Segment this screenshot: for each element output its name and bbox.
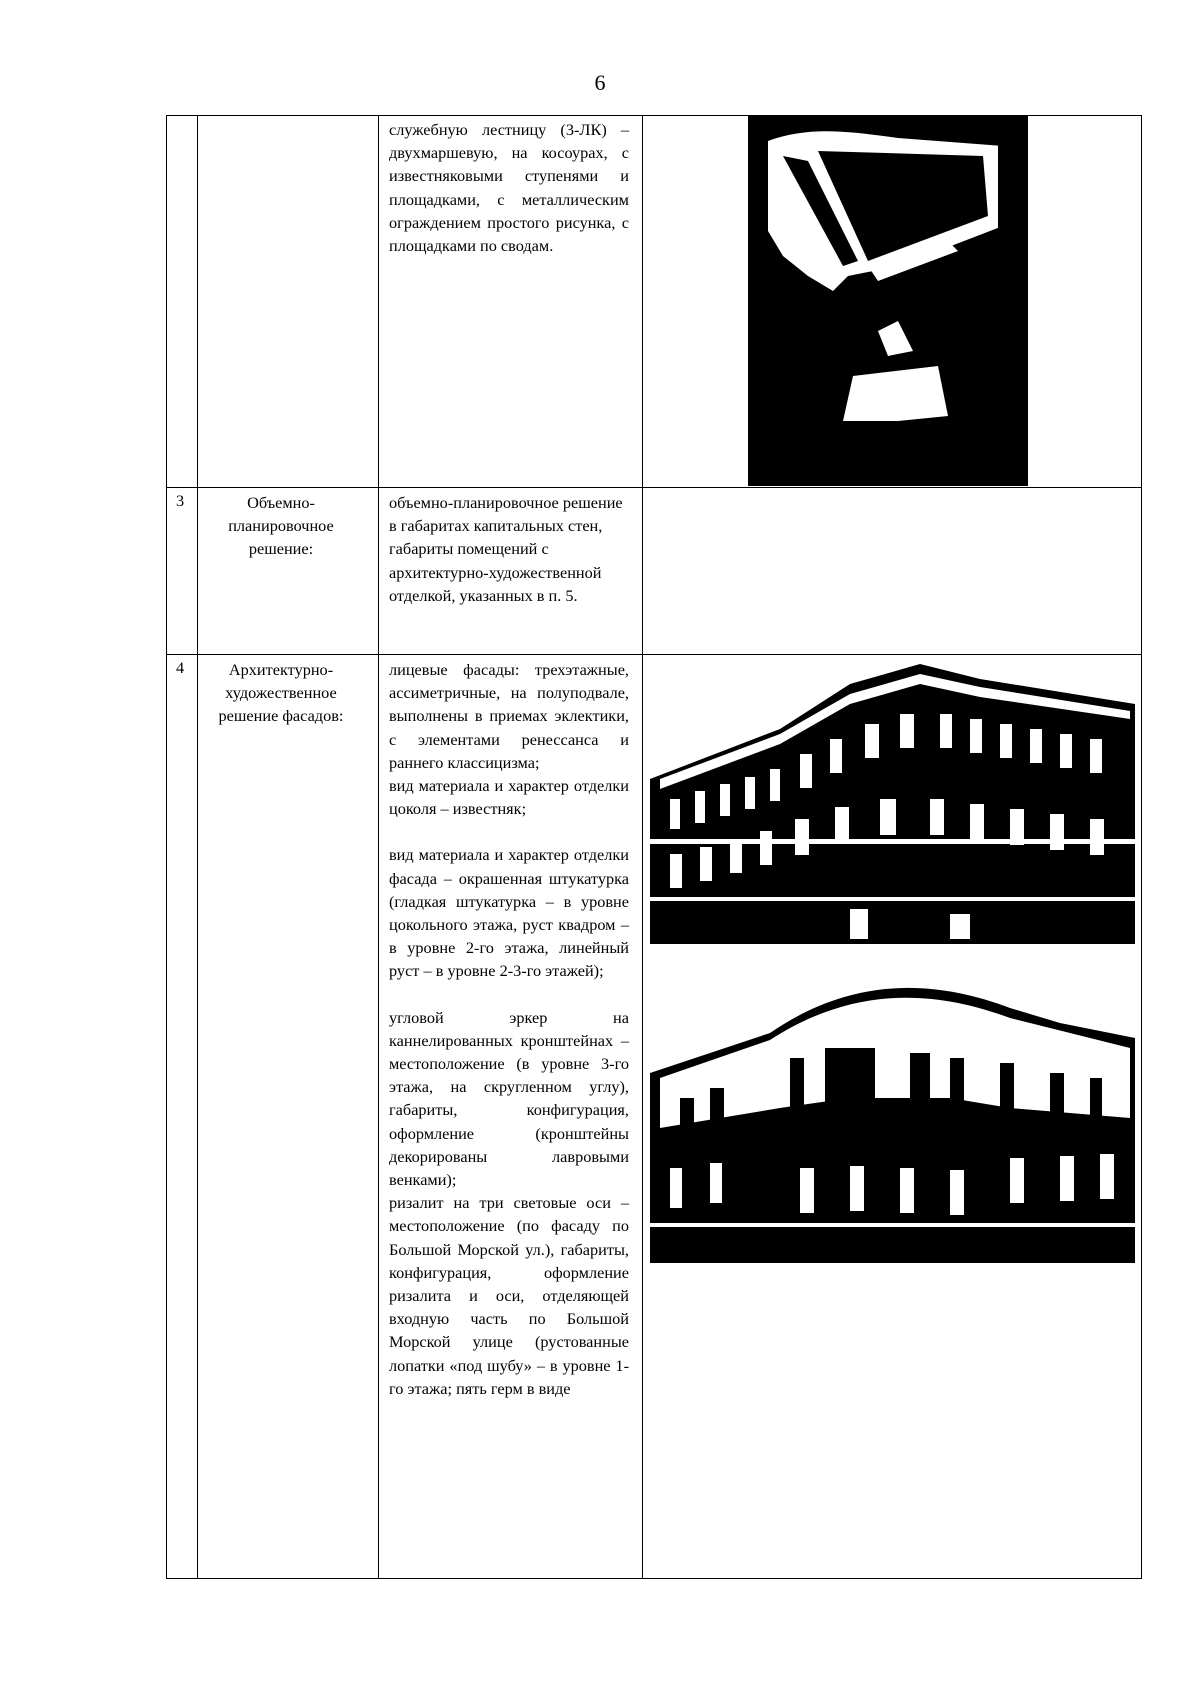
row-title: Объемно-планировочное решение: (228, 493, 334, 559)
row-number: 3 (176, 491, 185, 510)
column-divider (642, 116, 643, 1578)
row-description (389, 118, 629, 257)
photo-facade-bay (650, 978, 1135, 1263)
description-paragraph: вид материала и характер отделки цоколя – известняк; (389, 776, 629, 819)
description-paragraph: лицевые фасады: трехэтажные, ассиметричные, на полуподвале, выполнены в приемах эклектики, с элементами ренессанса и раннего классицизма; (389, 660, 629, 772)
column-divider (197, 116, 198, 1578)
row-title: Архитектурно-художественное решение фасадов: (218, 660, 344, 726)
column-divider (378, 116, 379, 1578)
page-number: 6 (594, 70, 606, 95)
row-number: 4 (176, 658, 185, 677)
description-paragraph: ризалит на три световые оси – местоположение (по фасаду по Большой Морской ул.), габариты, конфигурация, оформление ризалита и оси, отделяющей входную часть по Большой Морской улице (рустованные лопатки «под шубу» – в уровне 1-го этажа; пять герм в виде (389, 1193, 629, 1398)
row-description (389, 491, 629, 607)
row-divider (167, 654, 1141, 655)
description-paragraph: вид материала и характер отделки фасада – окрашенная штукатурка (гладкая штукатурка – в уровне цокольного этажа, руст квадром – в уровне 2-го этажа, линейный руст – в уровне 2-3-го этажей); (389, 845, 629, 981)
photo-facade-corner (650, 659, 1135, 944)
description-paragraph: объемно-планировочное решение в габаритах капитальных стен, габариты помещений с архитектурно-художественной отделкой, указанных в п. 5. (389, 493, 623, 605)
monument-table (166, 115, 1142, 1579)
photo-staircase (748, 116, 1028, 486)
description-paragraph: угловой эркер на каннелированных кронштейнах – местоположение (в уровне 3-го этажа, на скругленном углу), габариты, конфигурация, оформление (кронштейны декорированы лавровыми венками); (389, 1007, 629, 1190)
description-paragraph: служебную лестницу (3-ЛК) – двухмаршевую, на косоурах, с известняковыми ступенями и площадками, с металлическим ограждением простого рисунка, с площадками по сводам. (389, 120, 629, 256)
row-description (389, 658, 629, 1400)
row-divider (167, 487, 1141, 488)
